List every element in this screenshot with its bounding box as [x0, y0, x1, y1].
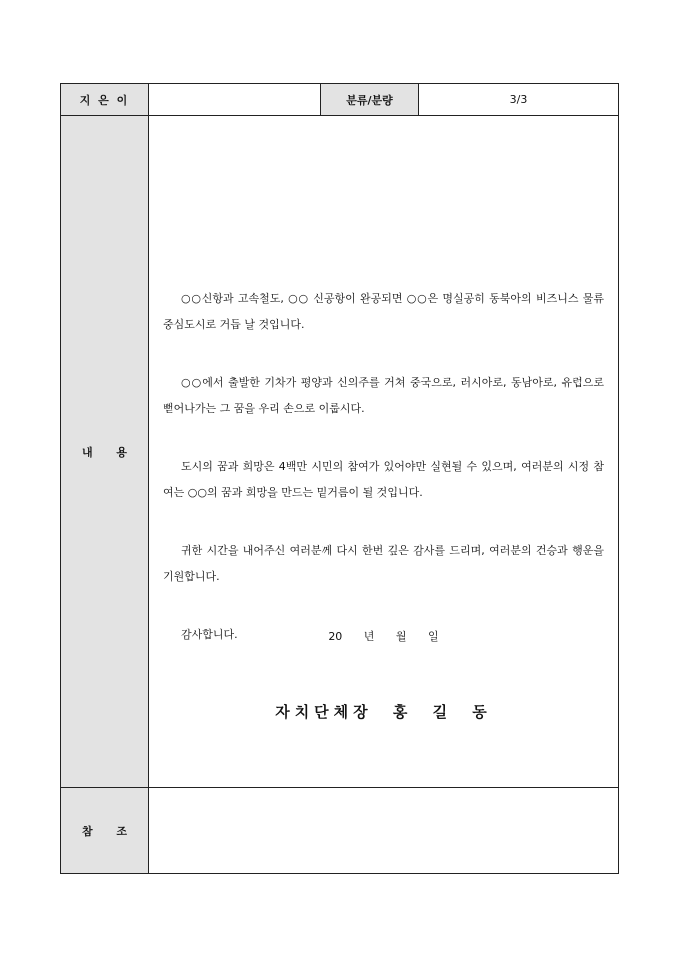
paragraph-4: 귀한 시간을 내어주신 여러분께 다시 한번 깊은 감사를 드리며, 여러분의 건승과 행운을 기원합니다.: [163, 543, 604, 583]
paragraph-3: 도시의 꿈과 희망은 4백만 시민의 참여가 있어야만 실현될 수 있으며, 여러분의 시정 참여는 ○○의 꿈과 희망을 만드는 밑거름이 될 것입니다.: [163, 459, 604, 499]
category-value: 3/3: [419, 84, 619, 116]
reference-label: 참 조: [61, 788, 149, 874]
reference-value: [149, 788, 619, 874]
paragraph-5: 감사합니다.: [181, 627, 238, 641]
paragraph-2: ○○에서 출발한 기차가 평양과 신의주를 거쳐 중국으로, 러시아로, 동남아로, 유럽으로 뻗어나가는 그 꿈을 우리 손으로 이룹시다.: [163, 375, 604, 415]
content-body: [149, 116, 619, 788]
paragraph-1: ○○신항과 고속철도, ○○ 신공항이 완공되면 ○○은 명실공히 동북아의 비즈니스 물류 중심도시로 거듭 날 것입니다.: [163, 291, 604, 331]
content-paragraphs: [149, 224, 618, 648]
content-row: [61, 116, 619, 788]
author-value: [149, 84, 321, 116]
content-label: 내 용: [61, 116, 149, 788]
header-row: [61, 84, 619, 116]
date-line: 20 년 월 일: [328, 630, 439, 643]
author-label: 지 은 이: [61, 84, 149, 116]
reference-row: [61, 788, 619, 874]
document-form-table: [60, 83, 619, 874]
category-label: 분류/분량: [321, 84, 419, 116]
signature: 자치단체장 홍 길 동: [275, 703, 492, 721]
